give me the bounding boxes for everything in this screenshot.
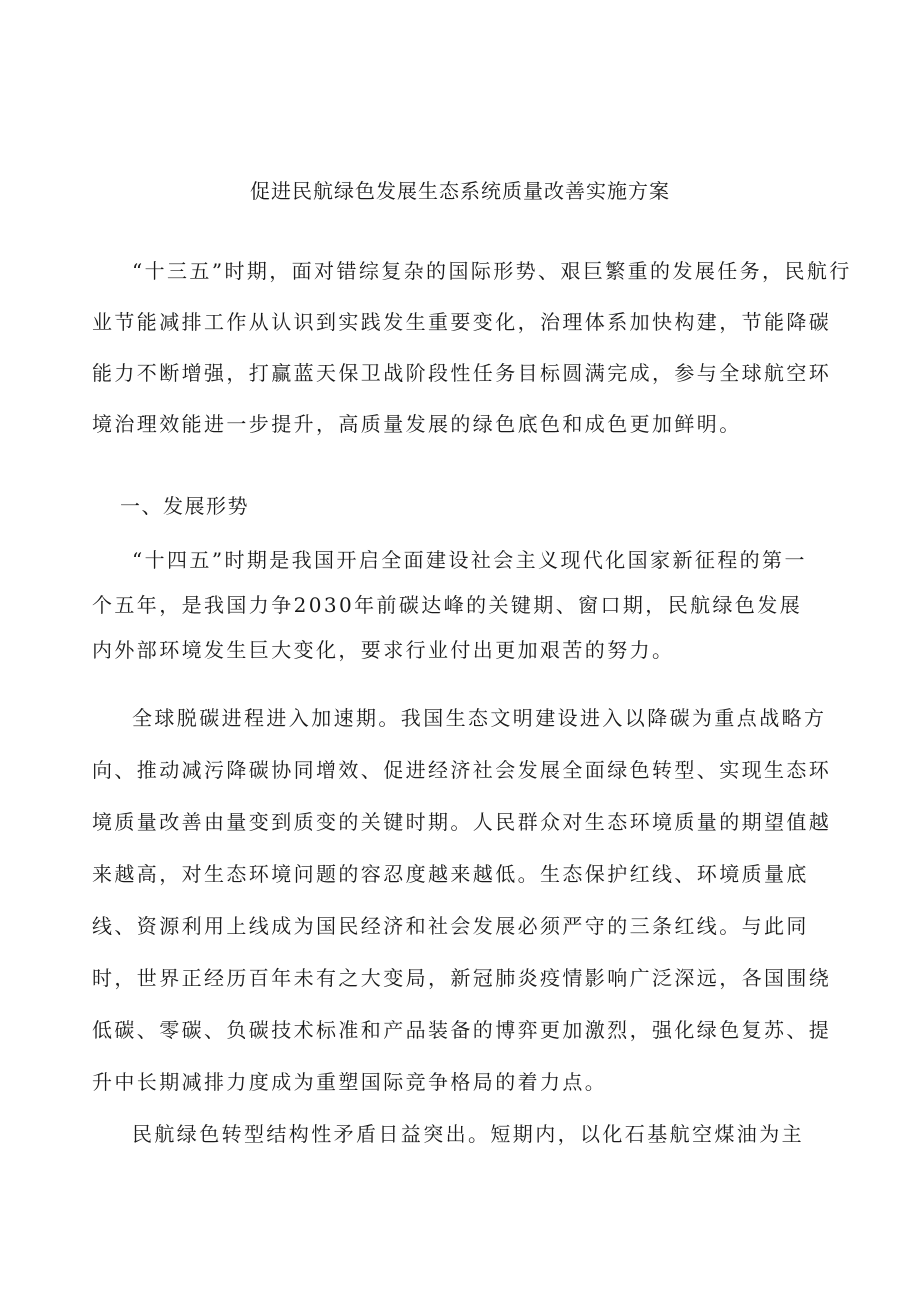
paragraph-global-decarbonization: 全球脱碳进程进入加速期。我国生态文明建设进入以降碳为重点战略方向、推动减污降碳协同增效、促进经济社会发展全面绿色转型、实现生态环境质量改善由量变到质变的关键时期。人民群众对生态环境质量的期望值越来越高，对生态环境问题的容忍度越来越低。生态保护红线、环境质量底线、资源利用上线成为国民经济和社会发展必须严守的三条红线。与此同时，世界正经历百年未有之大变局，新冠肺炎疫情影响广泛深远，各国围绕低碳、零碳、负碳技术标准和产品装备的博弈更加激烈，强化绿色复苏、提升中长期减排力度成为重塑国际竞争格局的着力点。 [92,706,832,1094]
paragraph-structural-contradiction: 民航绿色转型结构性矛盾日益突出。短期内，以化石基航空煤油为主 [132,1122,804,1146]
document-title: 促进民航绿色发展生态系统质量改善实施方案 [250,179,670,203]
paragraph-review: “十三五”时期，面对错综复杂的国际形势、艰巨繁重的发展任务，民航行业节能减排工作从认识到实践发生重要变化，治理体系加快构建，节能降碳能力不断增强，打赢蓝天保卫战阶段性任务目标圆满完成，参与全球航空环境治理效能进一步提升，高质量发展的绿色底色和成色更加鲜明。 [92,259,852,436]
section-heading-development-situation: 一、发展形势 [120,494,249,518]
paragraph-14th-five-year: “十四五”时期是我国开启全面建设社会主义现代化国家新征程的第一个五年，是我国力争2030年前碳达峰的关键期、窗口期，民航绿色发展内外部环境发生巨大变化，要求行业付出更加艰苦的努力。 [92,548,807,662]
